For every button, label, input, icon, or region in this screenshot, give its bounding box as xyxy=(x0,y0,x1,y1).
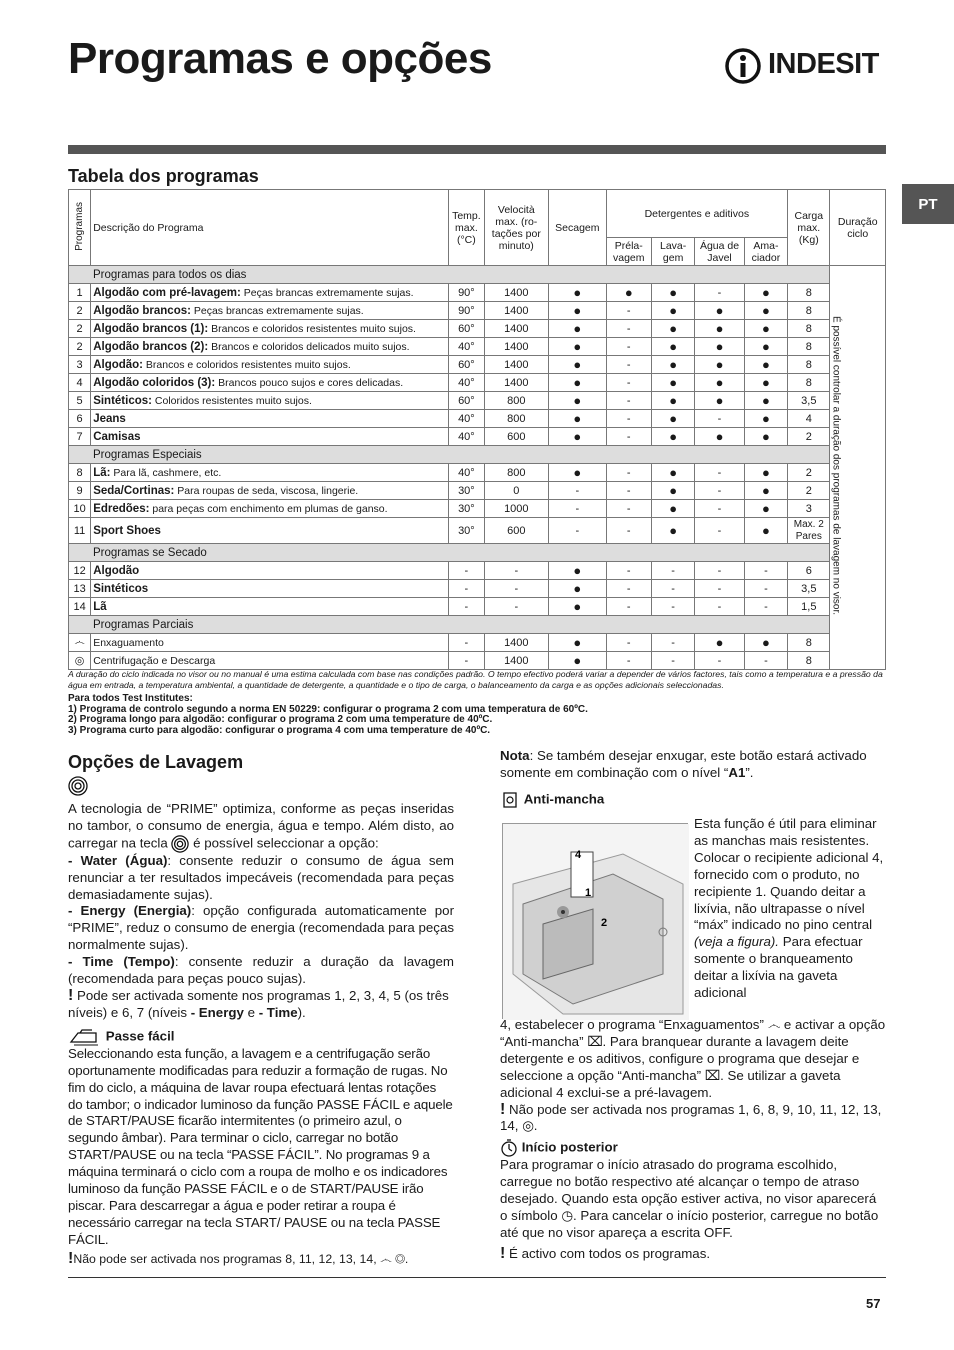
section-row: Programas Especiais xyxy=(69,446,886,464)
footer-rule xyxy=(68,1277,886,1278)
table-row: 8 Lã: Para lã, cashmere, etc. 40° 800 ● - ● - ● 2 xyxy=(69,464,886,482)
programs-table xyxy=(68,189,886,670)
clock-icon xyxy=(500,1139,518,1157)
spin-icon: ◎ xyxy=(74,655,85,667)
inicio-title-row: Início posterior xyxy=(500,1139,886,1157)
table-row: 2 Algodão brancos: Peças brancas extremamente sujas. 90° 1400 ● - ● ● ● 8 xyxy=(69,302,886,320)
figure-label-1: 1 xyxy=(585,887,592,899)
rinse-icon: ෴ xyxy=(767,1017,781,1032)
table-row: 13 Sintéticos - - ● - - - - 3,5 xyxy=(69,580,886,598)
options-right-top xyxy=(500,748,886,810)
col-velocita: Velocità max. (ro-tações por minuto) xyxy=(484,190,549,266)
prime-energy: - Energy (Energia): opção configurada automaticamente por “PRIME”, reduz o consumo de energia (recomendada para peças normalmente sujas). xyxy=(68,903,454,953)
col-secagem: Secagem xyxy=(549,190,606,266)
anti-title-row: Anti-mancha xyxy=(500,790,886,810)
table-row: 4 Algodão coloridos (3): Brancos pouco sujos e cores delicadas. 40° 1400 ● - ● ● ● 8 xyxy=(69,374,886,392)
col-prelavagem: Préla-vagem xyxy=(606,238,651,266)
anti-side-text: Esta função é útil para eliminar as manchas mais resistentes. Colocar o recipiente adicional 4, fornecido com o produto, no recipiente 1. Quando deitar a lixívia, não ultrapasse o nível “máx” indicado no pino central (veja a figura). Para efectuar somente o branqueamento deitar a lixívia na gaveta adicional xyxy=(694,816,884,1001)
col-agua-javel: Água de Javel xyxy=(695,238,744,266)
detergent-drawer-figure xyxy=(502,823,688,1019)
passe-note: !Não pode ser activada nos programas 8, 11, 12, 13, 14, ෴ ◎. xyxy=(68,1249,409,1267)
table-row: 14 Lã - - ● - - - - 1,5 xyxy=(69,598,886,616)
prime-icon xyxy=(68,776,88,796)
test-institutes: Para todos Test Institutes: 1) Programa de controlo segundo a norma EN 50229: configurar o programa 2 com uma temperatura de 60ºC. 2) Programa longo para algodão: configurar o programa 2 com uma temperature de 40ºC. 3) Programa curto para algodão: configurar o programa 4 com uma temperature de 40ºC. xyxy=(68,693,588,736)
table-row: 12 Algodão - - ● - - - - 6 xyxy=(69,562,886,580)
nota-text: Nota: Se também desejar enxugar, este botão estará activado somente em combinação com o nível “A1”. xyxy=(500,748,867,780)
section-row: Programas para todos os dias É possível controlar a duração dos programas de lavagem no visor. xyxy=(69,266,886,284)
options-right-bottom xyxy=(500,1017,886,1263)
table-row: 7 Camisas 40° 600 ● - ● ● ● 2 xyxy=(69,428,886,446)
indesit-i-icon xyxy=(724,46,764,86)
col-programas: Programas xyxy=(69,190,91,266)
figure-label-2: 2 xyxy=(601,917,608,929)
section-row: Programas Parciais xyxy=(69,616,886,634)
spin-icon: ◎ xyxy=(395,1251,405,1266)
table-row: 10 Edredões: para peças com enchimento em plumas de ganso. 30° 1000 - - ● - ● 3 xyxy=(69,500,886,518)
page-number: 57 xyxy=(866,1296,881,1311)
page-title: Programas e opções xyxy=(68,34,492,83)
table-row: 9 Seda/Cortinas: Para roupas de seda, viscosa, lingerie. 30° 0 - - ● - ● 2 xyxy=(69,482,886,500)
col-carga: Carga max. (Kg) xyxy=(788,190,830,266)
anti-note: ! Não pode ser activada nos programas 1, 6, 8, 9, 10, 11, 12, 13, 14, ◎. xyxy=(500,1100,882,1134)
table-row: 6 Jeans 40° 800 ● - ● - ● 4 xyxy=(69,410,886,428)
prime-note: ! Pode ser activada somente nos programas 1, 2, 3, 4, 5 (os três níveis) e 6, 7 (níveis - Energy e - Time). xyxy=(68,986,449,1020)
col-temp: Temp. max. (°C) xyxy=(449,190,484,266)
table-row: ◎ Centrifugação e Descarga - 1400 ● - - - - 8 xyxy=(69,652,886,670)
col-detergentes: Detergentes e aditivos xyxy=(606,190,788,238)
col-amaciador: Ama-ciador xyxy=(744,238,787,266)
table-footnote: A duração do ciclo indicada no visor ou no manual é uma estima calculada com base nas condições padrão. O tempo efectivo poderá variar a depender de vários factores, tais como a temperatura e a pressão da água em entrada, a temperatura ambiental, a quantidade de detergente, a quantidade e o tipo de carga, o balanceamento da carga e as opções adicionais seleccionadas. xyxy=(68,669,883,690)
prime-water: - Water (Água): consente reduzir o consumo de água sem renunciar a ter resultados impecáveis (recomendada para peças demasiadamente sujas). xyxy=(68,852,454,902)
passe-body: Seleccionando esta função, a lavagem e a centrifugação serão oportunamente modificadas para reduzir a formação de rugas. No fim do ciclo, a máquina de lavar roupa efectuará lentas rotações do tambor; o indicador luminoso da função PASSE FÁCIL e aquele de START/PAUSE ficarão intermitentes (o primeiro azul, o segundo âmbar). Para terminar o ciclo, carregar no botão START/PAUSE ou na tecla “PASSE FÁCIL”. No programas 9 a máquina terminará o ciclo com a roupa de molho e os indicadores luminoso da função PASSE FÁCIL e o de START/PAUSE irão piscar. Para descarregar a água e poder retirar a roupa é necessário carregar na tecla START/ PAUSE ou na tecla PASSE FÁCIL. xyxy=(68,1045,453,1247)
prime-time: - Time (Tempo): consente reduzir a duração da lavagem (recomendada para peças pouco sujas). xyxy=(68,954,454,987)
rinse-icon: ෴ xyxy=(74,636,85,648)
table-row: 3 Algodão: Brancos e coloridos resistentes muito sujos. 60° 1400 ● - ● ● ● 8 xyxy=(69,356,886,374)
table-row: 11 Sport Shoes 30° 600 - - ● - ● Max. 2 Pares xyxy=(69,518,886,544)
rinse-icon: ෴ xyxy=(380,1251,392,1266)
brand-name: INDESIT xyxy=(768,48,879,80)
table-row: 2 Algodão brancos (1): Brancos e coloridos resistentes muito sujos. 60° 1400 ● - ● ● ● 8 xyxy=(69,320,886,338)
clock-icon: ◷ xyxy=(561,1208,573,1224)
anti-full-text: 4, estabelecer o programa “Enxaguamentos” ෴ e activar a opção “Anti-mancha” ⌧. Para branquear durante a lavagem deite detergente e os aditivos, configure o programa que desejar e seleccione a opção “Anti-mancha” ⌧. Se utilizar a gaveta adicional 4 exclui-se a pré-lavagem. xyxy=(500,1017,886,1100)
spin-icon: ◎ xyxy=(522,1118,534,1134)
prime-intro: A tecnologia de “PRIME” optimiza, conforme as peças inseridas no tambor, o consumo de energia, água e tempo. Além disto, ao carregar na tecla é possível seleccionar a opção: xyxy=(68,801,454,853)
options-heading: Opções de Lavagem xyxy=(68,752,244,772)
col-lavagem: Lava-gem xyxy=(651,238,694,266)
table-row: 5 Sintéticos: Coloridos resistentes muito sujos. 60° 800 ● - ● ● ● 3,5 xyxy=(69,392,886,410)
prime-icon xyxy=(171,835,189,853)
inicio-body: Para programar o início atrasado do programa escolhido, carregue no botão respectivo até alcançar o tempo de atraso desejado. Quando esta opção estiver activa, no visor aparecerá o símbolo ◷. Para cancelar o início posterior, carregue no botão até que no visor apareça a escrita OFF. xyxy=(500,1157,879,1240)
inicio-note: ! É activo com todos os programas. xyxy=(500,1244,711,1262)
col-duracao: Duração ciclo xyxy=(830,190,886,266)
stain-icon: ⌧ xyxy=(704,1067,721,1083)
iron-icon xyxy=(68,1028,102,1046)
table-heading: Tabela dos programas xyxy=(68,166,259,186)
stain-icon xyxy=(500,790,520,810)
duration-note: É possível controlar a duração dos programas de lavagem no visor. xyxy=(830,266,886,670)
table-row: 1 Algodão com pré-lavagem: Peças brancas extremamente sujas. 90° 1400 ● ● ● - ● 8 xyxy=(69,284,886,302)
brand-logo xyxy=(724,46,886,86)
section-row: Programas se Secado xyxy=(69,544,886,562)
language-tab: PT xyxy=(902,184,954,224)
figure-label-4: 4 xyxy=(575,849,582,861)
options-left-column xyxy=(68,776,454,1268)
table-row: ෴ Enxaguamento - 1400 ● - - ● ● 8 xyxy=(69,634,886,652)
stain-icon: ⌧ xyxy=(587,1033,603,1049)
passe-title-row: Passe fácil xyxy=(68,1028,454,1046)
col-descricao: Descrição do Programa xyxy=(91,190,449,266)
table-row: 2 Algodão brancos (2): Brancos e coloridos delicados muito sujos. 40° 1400 ● - ● ● ● 8 xyxy=(69,338,886,356)
header-rule xyxy=(68,145,886,154)
